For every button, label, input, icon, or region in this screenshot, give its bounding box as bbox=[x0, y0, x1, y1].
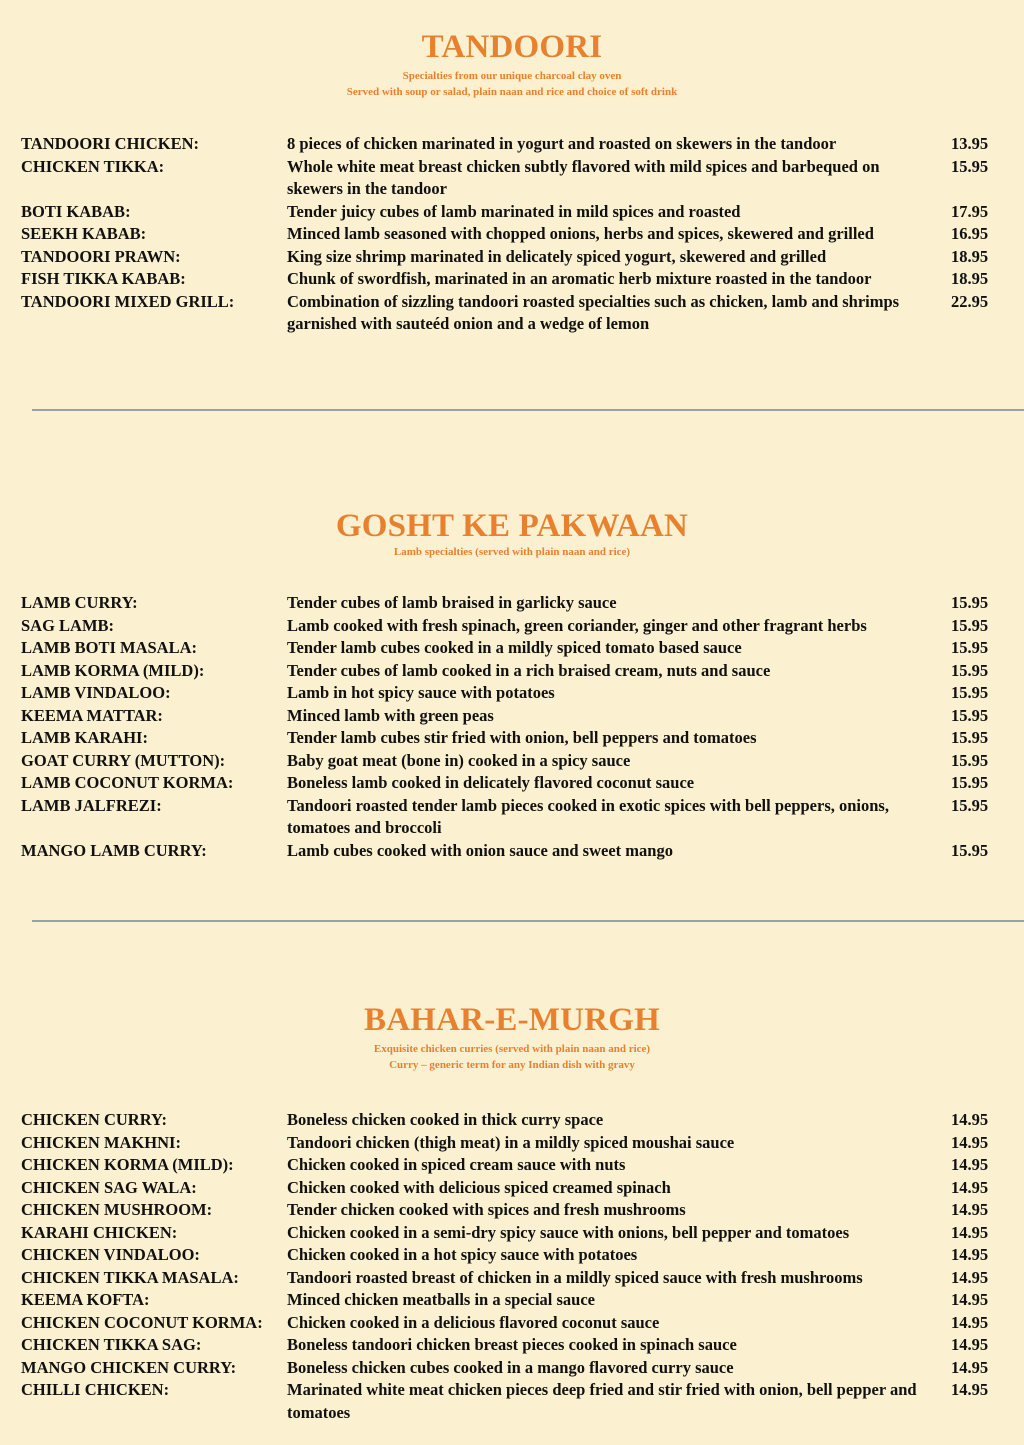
menu-item-description: King size shrimp marinated in delicately spiced yogurt, skewered and grilled bbox=[287, 246, 827, 266]
menu-item-description: Chicken cooked with delicious spiced creamed spinach bbox=[287, 1177, 671, 1197]
menu-item-price: 14.95 bbox=[951, 1267, 989, 1287]
gosht-menu-list bbox=[0, 592, 1024, 862]
tandoori-title: TANDOORI bbox=[421, 29, 603, 65]
menu-item-description: Boneless tandoori chicken breast pieces cooked in spinach sauce bbox=[287, 1335, 737, 1354]
menu-item bbox=[0, 795, 1024, 840]
menu-item-price: 15.95 bbox=[951, 615, 989, 635]
menu-item-description: Chunk of swordfish, marinated in an aromatic herb mixture roasted in the tandoor bbox=[287, 269, 872, 288]
menu-item-description: Combination of sizzling tandoori roasted specialties such as chicken, lamb and shrimps garnished with sauteéd onion and a wedge of lemon bbox=[287, 291, 900, 333]
menu-item-name: CHICKEN VINDALOO: bbox=[21, 1245, 200, 1264]
menu-item-name: LAMB JALFREZI: bbox=[21, 795, 162, 815]
menu-item bbox=[0, 727, 1024, 750]
menu-item bbox=[0, 268, 1024, 291]
menu-item-description: Marinated white meat chicken pieces deep fried and stir fried with onion, bell pepper and tomatoes bbox=[287, 1380, 917, 1422]
menu-item-name: KEEMA KOFTA: bbox=[21, 1290, 150, 1309]
menu-item-name: FISH TIKKA KABAB: bbox=[21, 269, 186, 288]
murgh-header bbox=[0, 1003, 1024, 1073]
menu-item-name: BOTI KABAB: bbox=[21, 201, 131, 221]
menu-item-name: TANDOORI CHICKEN: bbox=[21, 134, 199, 153]
menu-item-description: Minced lamb seasoned with chopped onions, herbs and spices, skewered and grilled bbox=[287, 224, 874, 243]
menu-item-price: 18.95 bbox=[951, 269, 989, 288]
menu-item-name: LAMB VINDALOO: bbox=[21, 683, 171, 702]
murgh-subtitle-2: Curry – generic term for any Indian dish with gravy bbox=[389, 1059, 635, 1071]
tandoori-subtitle-1: Specialties from our unique charcoal clay oven bbox=[402, 70, 622, 82]
menu-item-name: CHICKEN CURRY: bbox=[21, 1110, 167, 1129]
menu-item-description: Boneless chicken cubes cooked in a mango flavored curry sauce bbox=[287, 1357, 734, 1377]
menu-item-price: 15.95 bbox=[951, 593, 989, 612]
murgh-title: BAHAR-E-MURGH bbox=[364, 1002, 660, 1038]
menu-item bbox=[0, 1199, 1024, 1222]
menu-item bbox=[0, 1222, 1024, 1245]
menu-item-description: Whole white meat breast chicken subtly flavored with mild spices and barbequed on skewers in the tandoor bbox=[287, 156, 880, 198]
menu-item-name: KEEMA MATTAR: bbox=[21, 705, 163, 725]
menu-item-price: 15.95 bbox=[951, 773, 989, 792]
menu-item-price: 14.95 bbox=[951, 1380, 989, 1399]
menu-item-description: Boneless chicken cooked in thick curry space bbox=[287, 1110, 604, 1129]
tandoori-subtitle-2: Served with soup or salad, plain naan and rice and choice of soft drink bbox=[346, 86, 678, 98]
menu-item-price: 14.95 bbox=[951, 1312, 989, 1332]
menu-item-price: 15.95 bbox=[951, 683, 989, 702]
murgh-subtitle-1: Exquisite chicken curries (served with plain naan and rice) bbox=[373, 1043, 651, 1055]
menu-item-description: Lamb cubes cooked with onion sauce and sweet mango bbox=[287, 840, 673, 860]
menu-item-name: CHICKEN MAKHNI: bbox=[21, 1132, 181, 1152]
menu-item bbox=[0, 1109, 1024, 1132]
gosht-subtitle-1: Lamb specialties (served with plain naan and rice) bbox=[393, 546, 631, 558]
menu-item-description: Tender juicy cubes of lamb marinated in mild spices and roasted bbox=[287, 201, 741, 221]
gosht-header bbox=[0, 509, 1024, 560]
menu-item-description: Chicken cooked in a delicious flavored coconut sauce bbox=[287, 1312, 660, 1332]
section-divider bbox=[32, 920, 1024, 922]
menu-item-price: 13.95 bbox=[951, 134, 989, 153]
menu-item-price: 18.95 bbox=[951, 246, 989, 266]
menu-item-name: CHICKEN KORMA (MILD): bbox=[21, 1155, 234, 1174]
menu-item-description: Tender chicken cooked with spices and fresh mushrooms bbox=[287, 1200, 686, 1219]
menu-item-description: Tandoori chicken (thigh meat) in a mildly spiced moushai sauce bbox=[287, 1132, 735, 1152]
menu-item bbox=[0, 223, 1024, 246]
menu-item-description: Baby goat meat (bone in) cooked in a spicy sauce bbox=[287, 750, 631, 770]
menu-item-name: SAG LAMB: bbox=[21, 615, 115, 635]
menu-item bbox=[0, 1267, 1024, 1290]
gosht-title: GOSHT KE PAKWAAN bbox=[335, 508, 689, 544]
menu-item-description: Tender cubes of lamb braised in garlicky sauce bbox=[287, 593, 617, 612]
menu-item bbox=[0, 592, 1024, 615]
menu-item-description: Lamb cooked with fresh spinach, green coriander, ginger and other fragrant herbs bbox=[287, 615, 867, 635]
menu-item bbox=[0, 201, 1024, 224]
menu-item bbox=[0, 1177, 1024, 1200]
menu-item bbox=[0, 246, 1024, 269]
menu-item-price: 14.95 bbox=[951, 1155, 989, 1174]
menu-item-price: 14.95 bbox=[951, 1222, 989, 1242]
menu-item-description: Minced chicken meatballs in a special sauce bbox=[287, 1290, 595, 1309]
menu-item-price: 15.95 bbox=[951, 660, 989, 680]
menu-item-description: Chicken cooked in spiced cream sauce with nuts bbox=[287, 1155, 626, 1174]
menu-item-name: LAMB KORMA (MILD): bbox=[21, 660, 205, 680]
section-divider bbox=[32, 409, 1024, 411]
menu-item-description: Minced lamb with green peas bbox=[287, 705, 494, 725]
menu-item-name: CHICKEN SAG WALA: bbox=[21, 1177, 197, 1197]
menu-item-name: MANGO CHICKEN CURRY: bbox=[21, 1357, 237, 1377]
menu-item-price: 14.95 bbox=[951, 1200, 989, 1219]
menu-item-description: Tender lamb cubes stir fried with onion, bell peppers and tomatoes bbox=[287, 728, 757, 747]
menu-item-name: CHICKEN TIKKA SAG: bbox=[21, 1335, 202, 1354]
menu-item-description: Chicken cooked in a semi-dry spicy sauce with onions, bell pepper and tomatoes bbox=[287, 1222, 850, 1242]
menu-item bbox=[0, 1379, 1024, 1424]
menu-item bbox=[0, 637, 1024, 660]
menu-item-name: CHICKEN TIKKA MASALA: bbox=[21, 1267, 239, 1287]
menu-item-description: Tandoori roasted breast of chicken in a mildly spiced sauce with fresh mushrooms bbox=[287, 1267, 863, 1287]
menu-item-price: 14.95 bbox=[951, 1335, 989, 1354]
menu-item bbox=[0, 291, 1024, 336]
menu-item-name: TANDOORI PRAWN: bbox=[21, 246, 181, 266]
menu-item-description: Tender lamb cubes cooked in a mildly spiced tomato based sauce bbox=[287, 638, 742, 657]
menu-item-price: 14.95 bbox=[951, 1245, 989, 1264]
menu-item bbox=[0, 1289, 1024, 1312]
menu-item-name: MANGO LAMB CURRY: bbox=[21, 840, 207, 860]
menu-item bbox=[0, 156, 1024, 201]
menu-item bbox=[0, 1244, 1024, 1267]
menu-item bbox=[0, 1132, 1024, 1155]
menu-item-price: 22.95 bbox=[951, 291, 989, 311]
menu-item-name: LAMB COCONUT KORMA: bbox=[21, 773, 234, 792]
menu-item-name: CHILLI CHICKEN: bbox=[21, 1380, 170, 1399]
menu-item-price: 15.95 bbox=[951, 840, 989, 860]
menu-item-price: 14.95 bbox=[951, 1132, 989, 1152]
menu-item bbox=[0, 840, 1024, 863]
menu-item bbox=[0, 133, 1024, 156]
menu-item-description: Chicken cooked in a hot spicy sauce with potatoes bbox=[287, 1245, 638, 1264]
menu-item-name: SEEKH KABAB: bbox=[21, 224, 147, 243]
menu-item-name: LAMB BOTI MASALA: bbox=[21, 638, 198, 657]
menu-item-name: LAMB KARAHI: bbox=[21, 728, 148, 747]
menu-item-price: 14.95 bbox=[951, 1290, 989, 1309]
menu-item-name: TANDOORI MIXED GRILL: bbox=[21, 291, 235, 311]
menu-item-price: 15.95 bbox=[951, 705, 989, 725]
menu-item-price: 15.95 bbox=[951, 795, 989, 815]
menu-item bbox=[0, 750, 1024, 773]
menu-item-name: CHICKEN MUSHROOM: bbox=[21, 1200, 213, 1219]
menu-item-name: KARAHI CHICKEN: bbox=[21, 1222, 178, 1242]
menu-item-description: Lamb in hot spicy sauce with potatoes bbox=[287, 683, 555, 702]
menu-item bbox=[0, 615, 1024, 638]
menu-item-price: 17.95 bbox=[951, 201, 989, 221]
menu-item-price: 14.95 bbox=[951, 1177, 989, 1197]
menu-item-price: 15.95 bbox=[951, 156, 989, 176]
menu-item bbox=[0, 1312, 1024, 1335]
tandoori-menu-list bbox=[0, 133, 1024, 336]
menu-item bbox=[0, 660, 1024, 683]
menu-item-price: 15.95 bbox=[951, 728, 989, 747]
menu-item bbox=[0, 1357, 1024, 1380]
menu-item-name: CHICKEN COCONUT KORMA: bbox=[21, 1312, 263, 1332]
menu-item bbox=[0, 772, 1024, 795]
menu-item-price: 14.95 bbox=[951, 1110, 989, 1129]
tandoori-header bbox=[0, 30, 1024, 100]
menu-item-description: Boneless lamb cooked in delicately flavored coconut sauce bbox=[287, 773, 695, 792]
menu-item-name: CHICKEN TIKKA: bbox=[21, 156, 165, 176]
menu-item-price: 15.95 bbox=[951, 750, 989, 770]
menu-item-description: Tender cubes of lamb cooked in a rich braised cream, nuts and sauce bbox=[287, 660, 771, 680]
menu-item bbox=[0, 1334, 1024, 1357]
menu-item bbox=[0, 1154, 1024, 1177]
menu-item bbox=[0, 705, 1024, 728]
menu-item bbox=[0, 682, 1024, 705]
menu-item-description: 8 pieces of chicken marinated in yogurt and roasted on skewers in the tandoor bbox=[287, 134, 837, 153]
menu-item-name: GOAT CURRY (MUTTON): bbox=[21, 750, 226, 770]
murgh-menu-list bbox=[0, 1109, 1024, 1424]
menu-item-description: Tandoori roasted tender lamb pieces cooked in exotic spices with bell peppers, onions, tomatoes and broccoli bbox=[287, 795, 889, 837]
menu-item-price: 14.95 bbox=[951, 1357, 989, 1377]
menu-item-name: LAMB CURRY: bbox=[21, 593, 138, 612]
menu-item-price: 15.95 bbox=[951, 638, 989, 657]
menu-item-price: 16.95 bbox=[951, 224, 989, 243]
